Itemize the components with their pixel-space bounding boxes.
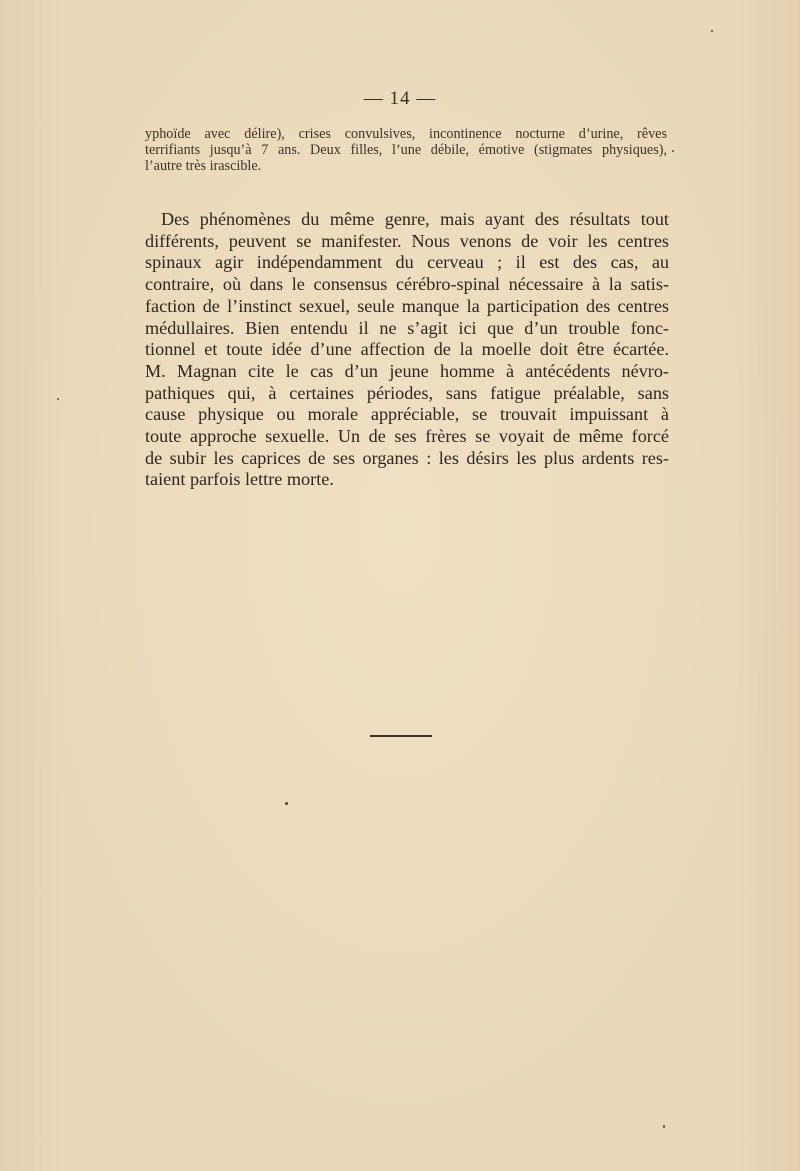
paper-speck xyxy=(663,1125,665,1128)
paragraph-line: de subir les caprices de ses organes : les désirs les plus ardents res- xyxy=(145,447,669,468)
paragraph-line: faction de l’instinct sexuel, seule manque la participation des centres xyxy=(145,295,669,316)
section-rule xyxy=(370,735,432,737)
paper-speck xyxy=(711,30,713,32)
paper-speck xyxy=(672,150,674,152)
paragraph-line: toute approche sexuelle. Un de ses frères se voyait de même forcé xyxy=(145,426,669,447)
paragraph-line: spinaux agir indépendamment du cerveau ; il est des cas, au xyxy=(145,252,669,273)
body-paragraph xyxy=(145,209,669,491)
footnote xyxy=(145,127,667,174)
paragraph-line: tionnel et toute idée d’une affection de la moelle doit être écartée. xyxy=(145,339,669,360)
footnote-line: l’autre très irascible. xyxy=(145,157,262,174)
paper-speck xyxy=(57,398,59,400)
paragraph-line: taient parfois lettre morte. xyxy=(145,469,334,490)
paragraph-line: médullaires. Bien entendu il ne s’agit ici que d’un trouble fonc- xyxy=(145,317,669,338)
page-number: — 14 — xyxy=(363,88,437,109)
footnote-line: yphoïde avec délire), crises convulsives, incontinence nocturne d’urine, rêves xyxy=(145,126,667,142)
paragraph-line: pathiques qui, à certaines périodes, sans fatigue préalable, sans xyxy=(145,382,669,403)
footnote-line: terrifiants jusqu’à 7 ans. Deux filles, l’une débile, émotive (stigmates physiques), xyxy=(145,141,667,158)
paragraph-line: différents, peuvent se manifester. Nous venons de voir les centres xyxy=(145,230,669,251)
paragraph-line: Des phénomènes du même genre, mais ayant des résultats tout xyxy=(161,209,669,229)
paragraph-line: cause physique ou morale appréciable, se trouvait impuissant à xyxy=(145,404,669,425)
paragraph-line: contraire, où dans le consensus cérébro-spinal nécessaire à la satis- xyxy=(145,274,669,295)
paragraph-line: M. Magnan cite le cas d’un jeune homme à antécédents névro- xyxy=(145,360,669,381)
paper-speck xyxy=(285,802,288,805)
